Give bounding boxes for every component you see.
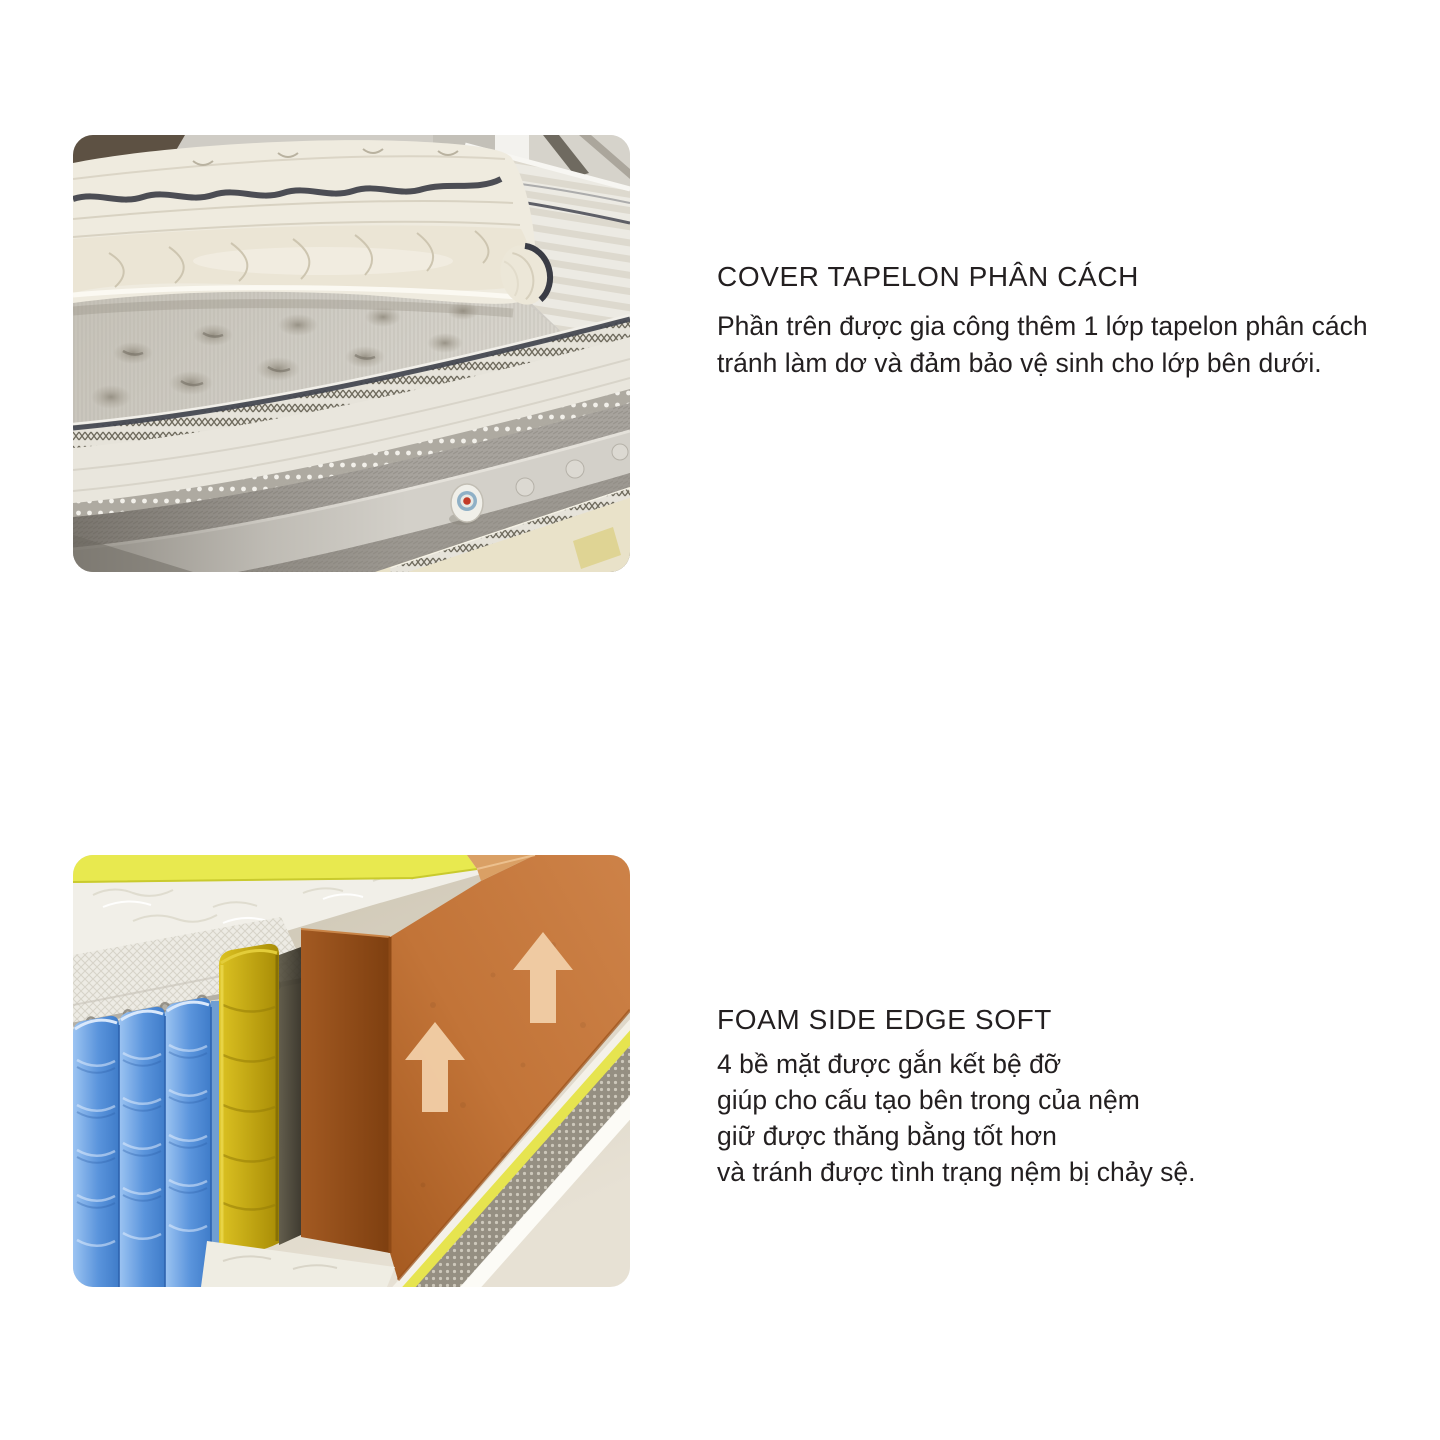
section-body-cover-tapelon bbox=[717, 308, 1368, 382]
mattress-corner-photo-svg bbox=[73, 135, 630, 572]
section-heading-cover-tapelon: COVER TAPELON PHÂN CÁCH bbox=[717, 261, 1139, 293]
body-line: giữ được thăng bằng tốt hơn bbox=[717, 1121, 1057, 1151]
mattress-corner-photo bbox=[73, 135, 630, 572]
yellow-pocket-spring bbox=[219, 944, 279, 1254]
body-line: 4 bề mặt được gắn kết bệ đỡ bbox=[717, 1049, 1062, 1079]
section-body-foam-side-edge bbox=[717, 1046, 1196, 1190]
tapelon-topper bbox=[73, 140, 556, 313]
shadow-gap bbox=[279, 947, 301, 1245]
body-line: và tránh được tình trạng nệm bị chảy sệ. bbox=[717, 1157, 1196, 1187]
body-line: Phần trên được gia công thêm 1 lớp tapelon phân cách bbox=[717, 311, 1368, 341]
mattress-cross-section-photo-svg bbox=[73, 855, 630, 1287]
blue-pocket-springs bbox=[73, 998, 219, 1287]
mattress-cross-section-photo bbox=[73, 855, 630, 1287]
section-heading-foam-side-edge: FOAM SIDE EDGE SOFT bbox=[717, 1004, 1052, 1036]
body-line: giúp cho cấu tạo bên trong của nệm bbox=[717, 1085, 1140, 1115]
body-line: tránh làm dơ và đảm bảo vệ sinh cho lớp bên dưới. bbox=[717, 348, 1322, 378]
